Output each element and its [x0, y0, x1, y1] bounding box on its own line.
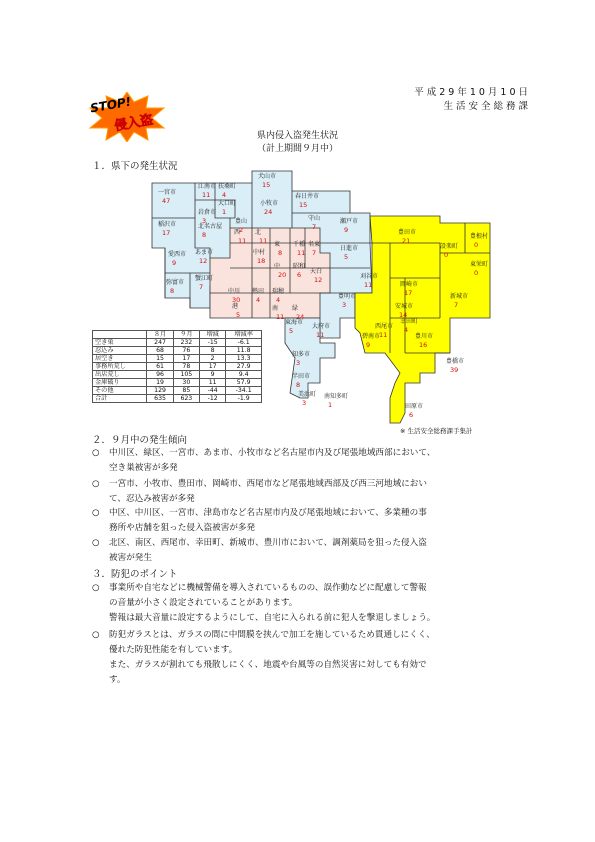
map-region-count: 0	[444, 251, 449, 259]
stamp-line2: 侵入盗	[113, 112, 155, 135]
tip-item-2	[92, 628, 512, 688]
tip-2-line2: 優れた防犯性能を有しています。	[109, 645, 238, 655]
map-region-count: 3	[342, 301, 347, 309]
map-region-count: 7	[199, 283, 204, 291]
table-cell: 13.3	[226, 355, 262, 363]
map-region-count: 12	[314, 276, 323, 284]
trend-item-3	[92, 506, 512, 536]
map-region-count: 11	[259, 237, 268, 245]
table-cell: ９月	[173, 331, 199, 339]
map-region-label: 豊田市	[398, 229, 417, 236]
map-region-label: 西	[234, 229, 241, 236]
trend-item-3-line1: 中区、中川区、一宮市、津島市など名古屋市内及び尾張地域において、多業種の事	[109, 508, 427, 518]
table-cell: -44	[200, 387, 226, 395]
map-region-label: 豊根村	[470, 233, 489, 240]
map-region-label: 碧南市	[362, 333, 381, 340]
map-region-count: 1	[328, 401, 333, 409]
map-region-count: 21	[402, 237, 411, 245]
map-region-count: 3	[296, 359, 301, 367]
map-region-label: 美浜町	[298, 391, 317, 398]
table-row	[93, 387, 262, 395]
table-cell: 85	[173, 387, 199, 395]
map-region-count: 11	[276, 313, 285, 321]
map-region-count: 17	[162, 229, 171, 237]
map-region-label: 小牧市	[260, 200, 279, 207]
map-region-count: 20	[278, 271, 287, 279]
table-header-row	[93, 331, 262, 339]
table-cell: 232	[173, 339, 199, 347]
table-cell: 57.9	[226, 379, 262, 387]
tip-1-line1: 事業所や自宅などに機械警備を導入されているものの、誤作動などに配慮して警報	[109, 583, 427, 593]
map-region-label: 大口町	[218, 200, 237, 207]
map-region-count: 9	[172, 259, 177, 267]
table-row	[93, 395, 262, 403]
map-region-label: 扶桑町	[218, 183, 237, 190]
map-region-count: 2	[239, 226, 244, 234]
map-region-count: 1	[222, 208, 227, 216]
map-region-count: 17	[404, 289, 413, 297]
page-title: 県内侵入盗発生状況	[256, 131, 338, 141]
map-region-label: 岩倉市	[198, 209, 217, 216]
circle-bullet-icon: ○	[92, 479, 100, 489]
map-region-label: 緑	[292, 305, 299, 312]
map-region-count: 39	[450, 366, 459, 374]
map-region-label: 刈谷市	[360, 273, 379, 280]
map-region-count: 0	[474, 241, 479, 249]
section3-heading: ３．防犯のポイント	[92, 569, 178, 580]
table-cell: 事務所荒し	[93, 363, 147, 371]
tip-2-line1: 防犯ガラスとは、ガラスの間に中間膜を挟んで加工を施しているため貫通しにくく、	[109, 630, 435, 640]
map-region-count: 11	[316, 331, 325, 339]
table-cell: 105	[173, 371, 199, 379]
table-cell: 増減率	[226, 331, 262, 339]
map-region-label: 田原市	[405, 403, 424, 410]
map-region-count: 5	[289, 327, 294, 335]
table-cell: 17	[173, 355, 199, 363]
map-region-label: 春日井市	[295, 193, 320, 200]
map-region-count: 15	[262, 181, 271, 189]
table-row	[93, 339, 262, 347]
map-region-label: 新城市	[450, 293, 469, 300]
map-region-label: あま市	[195, 249, 214, 256]
table-cell: 9	[200, 371, 226, 379]
map-region-label: 北	[255, 229, 262, 236]
map-region-count: 15	[299, 201, 308, 209]
table-cell: -6.1	[226, 339, 262, 347]
map-region-count: 4	[222, 191, 227, 199]
table-cell: 2	[200, 355, 226, 363]
map-region-count: 4	[276, 296, 281, 304]
table-cell: 27.9	[226, 363, 262, 371]
map-region-label: 設楽町	[440, 243, 459, 250]
map-region-count: 11	[379, 331, 388, 339]
table-cell: 空き巣	[93, 339, 147, 347]
map-region-label: 中村	[253, 249, 266, 256]
map-region-count: 0	[474, 269, 479, 277]
map-region-count: 7	[312, 249, 317, 257]
map-region-label: 一宮市	[158, 189, 177, 196]
map-region-label: 豊山	[235, 218, 248, 225]
map-region-count: 9	[366, 341, 371, 349]
map-region-label: 千種	[293, 241, 306, 248]
map-region-label: 豊川市	[415, 333, 434, 340]
map-region-count: 6	[409, 411, 414, 419]
map-region-label: 大府市	[312, 323, 331, 330]
map-region-label: 瀬戸市	[340, 218, 359, 225]
map-region-label: 天白	[310, 268, 323, 275]
map-region-label: 熱田	[252, 288, 265, 295]
trend-item-1-line1: 中川区、緑区、一宮市、あま市、小牧市など名古屋市内及び尾張地域西部において、	[109, 448, 436, 458]
trend-item-4-line2: 被害が発生	[109, 553, 152, 563]
table-cell: 9.4	[226, 371, 262, 379]
map-region-count: 5	[344, 253, 349, 261]
table-cell: 635	[147, 395, 173, 403]
map-region-label: 蟹江町	[195, 275, 214, 282]
map-region-count: 11	[202, 191, 211, 199]
table-cell: -12	[200, 395, 226, 403]
map-region-label: 豊明市	[338, 293, 357, 300]
table-cell: 17	[200, 363, 226, 371]
map-region-label: 半田市	[292, 373, 311, 380]
trend-item-2	[92, 477, 512, 507]
trend-item-2-line2: て、忍込み被害が多発	[109, 494, 195, 504]
map-region-count: 4	[256, 296, 261, 304]
map-region-label: 稲沢市	[158, 221, 177, 228]
map-region-count: 6	[297, 271, 302, 279]
trend-item-4	[92, 536, 512, 566]
tip-2-line3: また、ガラスが割れても飛散しにくく、地震や台風等の自然災害に対しても有効で	[109, 660, 427, 670]
map-region-count: 24	[264, 208, 273, 216]
map-region-count: 47	[162, 197, 171, 205]
map-region-count: 11	[238, 237, 247, 245]
map-region-label: 日進市	[340, 245, 359, 252]
header-dept: 生活安全総務課	[443, 101, 531, 112]
map-region-label: 豊橋市	[446, 358, 465, 365]
map-region-count: 8	[170, 287, 175, 295]
trend-item-4-line1: 北区、南区、西尾市、幸田町、新城市、豊川市において、調剤薬局を狙った侵入盗	[109, 538, 427, 548]
map-region-label: 南知多町	[324, 393, 349, 400]
table-cell: 出店荒し	[93, 371, 147, 379]
table-cell: 19	[147, 379, 173, 387]
map-region-label: 東栄町	[470, 261, 489, 268]
map-region-label: 北名古屋	[198, 223, 223, 230]
table-cell: -34.1	[226, 387, 262, 395]
circle-bullet-icon: ○	[92, 538, 100, 548]
map-region-count: 8	[296, 381, 301, 389]
section1-heading: １．県下の発生状況	[92, 161, 178, 172]
table-cell: 129	[147, 387, 173, 395]
map-region-label: 幸田町	[400, 318, 419, 325]
map-region-label: 江南市	[198, 183, 217, 190]
title-block	[0, 130, 595, 156]
map-region-count: 11	[297, 249, 306, 257]
circle-bullet-icon: ○	[92, 508, 100, 518]
table-cell: 8	[200, 347, 226, 355]
table-cell	[93, 331, 147, 339]
tip-2-line4: す。	[109, 675, 126, 685]
table-cell: 11	[200, 379, 226, 387]
map-region-count: 8	[278, 249, 283, 257]
table-cell: 合計	[93, 395, 147, 403]
circle-bullet-icon: ○	[92, 448, 100, 458]
map-region-label: 愛西市	[168, 251, 187, 258]
map-region-label: 守山	[308, 215, 321, 222]
map-region-count: 14	[399, 311, 408, 319]
map-region-label: 東海市	[285, 319, 304, 326]
map-region-label: 名東	[308, 241, 321, 248]
map-region-count: 12	[199, 257, 208, 265]
map-region-count: 7	[312, 223, 317, 231]
table-cell: 76	[173, 347, 199, 355]
map-region-count: 3	[302, 399, 307, 407]
table-cell: 増減	[200, 331, 226, 339]
map-region-label: 昭和	[293, 263, 306, 270]
tip-item-1	[92, 581, 512, 626]
table-cell: -1.9	[226, 395, 262, 403]
circle-bullet-icon: ○	[92, 630, 100, 640]
table-row	[93, 379, 262, 387]
table-cell: 忍込み	[93, 347, 147, 355]
trend-item-1-line2: 空き巣被害が多発	[109, 463, 178, 473]
map-region-count: 9	[344, 226, 349, 234]
table-cell: 15	[147, 355, 173, 363]
map-region-count: 3	[202, 217, 207, 225]
table-cell: 居空き	[93, 355, 147, 363]
map-region-label: 弥富市	[166, 279, 185, 286]
circle-bullet-icon: ○	[92, 583, 100, 593]
trend-item-2-line1: 一宮市、小牧市、豊田市、岡崎市、西尾市など尾張地域西部及び西三河地域におい	[109, 479, 427, 489]
map-region-label: 岡崎市	[400, 281, 419, 288]
map-region-label: 瑞穂	[272, 288, 285, 295]
section2-heading: ２．９月中の発生傾向	[92, 435, 188, 446]
table-cell: 30	[173, 379, 199, 387]
table-row	[93, 371, 262, 379]
table-cell: 96	[147, 371, 173, 379]
map-region-label: 東	[274, 241, 281, 248]
map-region-count: 11	[364, 281, 373, 289]
stamp-line1: STOP!	[89, 94, 133, 116]
trend-item-1	[92, 446, 512, 476]
trend-item-3-line2: 務所や店舗を狙った侵入盗被害が多発	[109, 523, 256, 533]
map-region-label: 知多市	[292, 351, 311, 358]
header-block	[414, 86, 531, 114]
table-cell: ８月	[147, 331, 173, 339]
table-cell: 61	[147, 363, 173, 371]
header-date: 平成29年10月10日	[414, 87, 531, 98]
table-row	[93, 355, 262, 363]
table-cell: 623	[173, 395, 199, 403]
table-cell: 68	[147, 347, 173, 355]
map-region-count: 24	[296, 313, 305, 321]
table-row	[93, 347, 262, 355]
table-cell: その他	[93, 387, 147, 395]
table-row	[93, 363, 262, 371]
map-region-label: 西尾市	[375, 323, 394, 330]
tip-1-line2: の音量が小さく設定されていることがあります。	[109, 598, 298, 608]
tip-1-line3: 警報は最大音量に設定するようにして、自宅に入られる前に犯人を撃退しましょう。	[109, 613, 436, 623]
map-region-label: 中川	[228, 288, 241, 295]
map-region-count: 5	[236, 311, 241, 319]
map-region-label: 南	[272, 305, 279, 312]
map-region-count: 18	[257, 257, 266, 265]
table-cell: -15	[200, 339, 226, 347]
map-region-count: 4	[404, 326, 409, 334]
credit-note: ※ 生活安全総務課手集計	[400, 427, 473, 435]
page-subtitle: （計上期間９月中）	[256, 144, 338, 154]
map-region-count: 30	[232, 296, 241, 304]
map-region-count: 8	[202, 231, 207, 239]
table-cell: 247	[147, 339, 173, 347]
table-cell: 78	[173, 363, 199, 371]
map-region-label: 犬山市	[258, 173, 277, 180]
map-region-label: 中	[274, 263, 281, 270]
map-region-label: 安城市	[395, 303, 414, 310]
map-region-label: 港	[232, 303, 239, 310]
table-cell: 金庫破り	[93, 379, 147, 387]
map-region-count: 16	[419, 341, 428, 349]
map-region-count: 7	[454, 301, 459, 309]
stats-table	[92, 330, 262, 403]
table-cell: 11.8	[226, 347, 262, 355]
